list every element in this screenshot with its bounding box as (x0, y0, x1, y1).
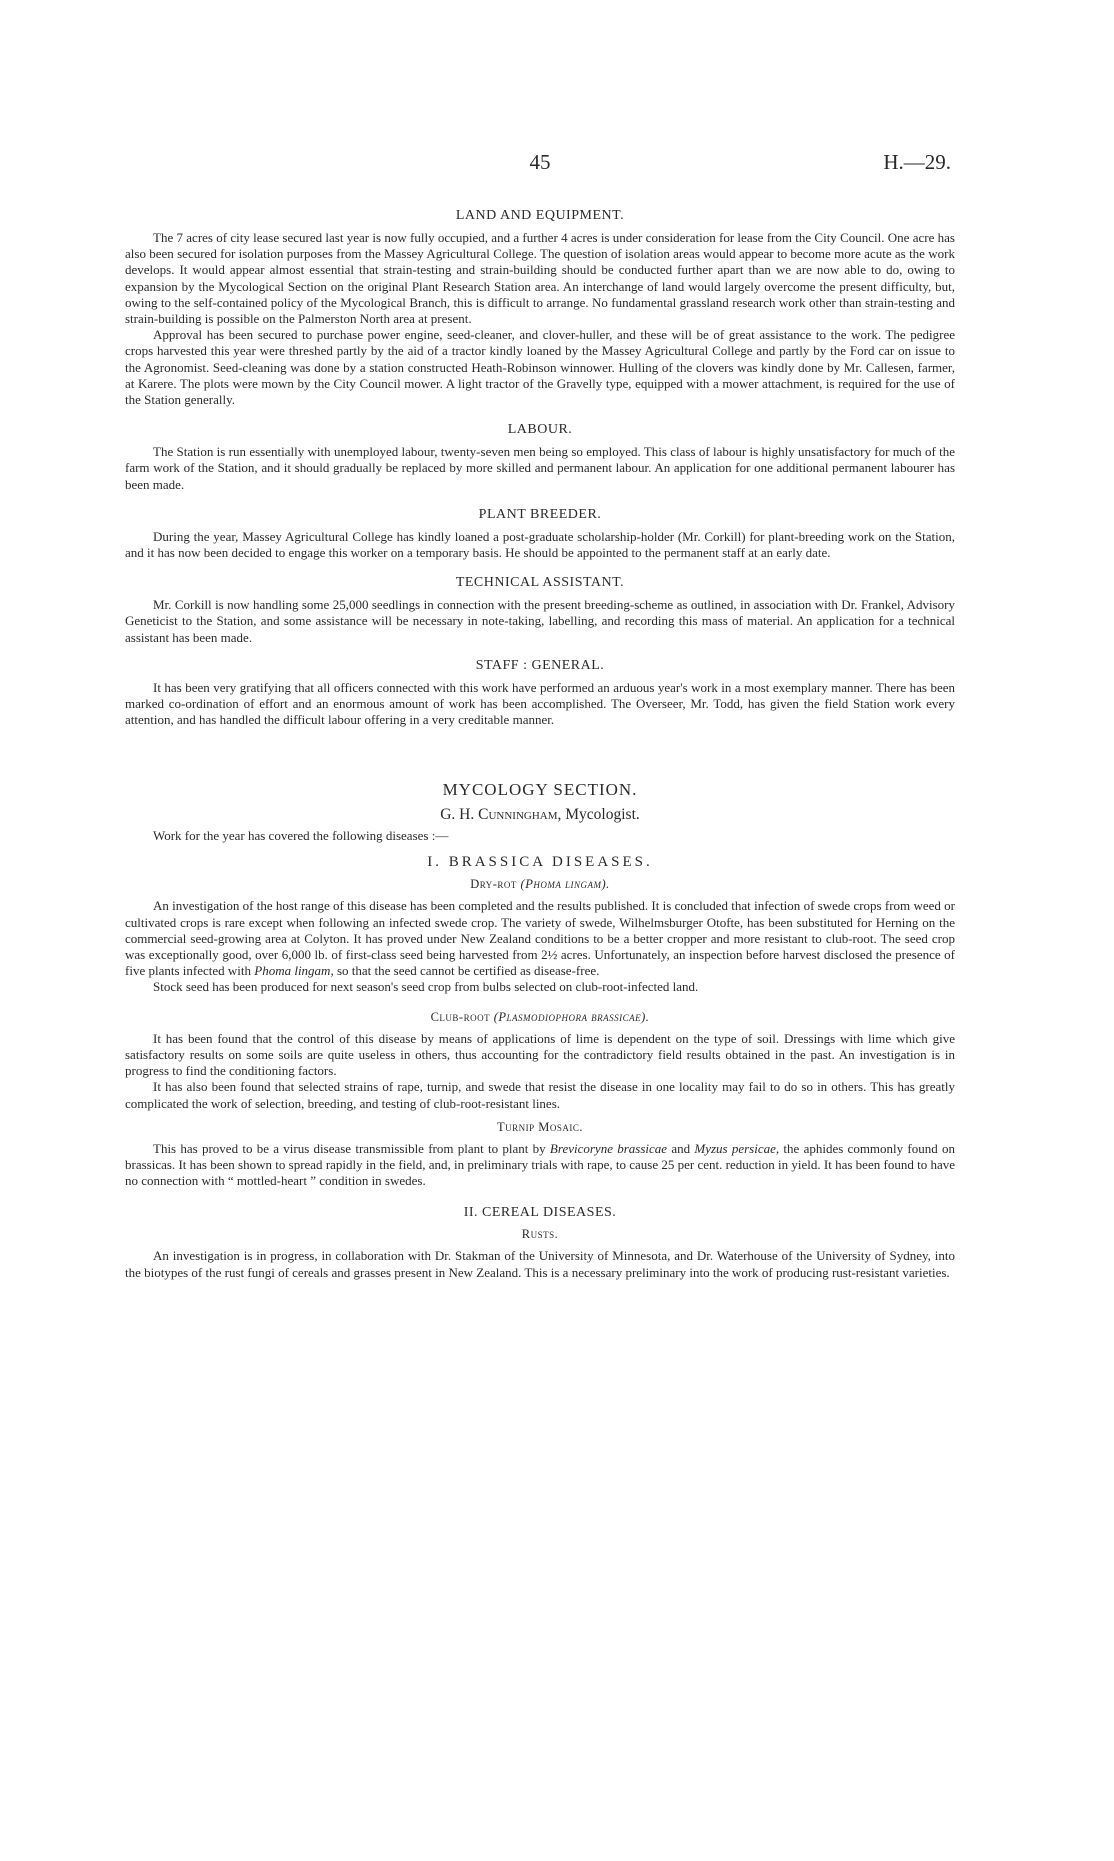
section-title-technical-assistant: TECHNICAL ASSISTANT. (455, 575, 625, 591)
section-title-staff: STAFF : GENERAL. (475, 657, 605, 673)
section-title-mycology: MYCOLOGY SECTION. (442, 780, 638, 800)
document-page (125, 150, 955, 1281)
document-reference: H.—29. (883, 150, 951, 174)
paragraph-land-2: Approval has been secured to purchase power engine, seed-cleaner, and clover-huller, and these will be of great assistance to the work. The pedigree crops harvested this year were threshed partly by the aid of a tractor kindly loaned by the Massey Agricultural College and partly by the Ford car on issue to the Agronomist. Seed-cleaning was done by a station constructed Heath-Robinson winnower. Hulling of the clovers was kindly done by Mr. Callesen, farmer, at Karere. The plots were mown by the City Council mower. A light tractor of the Gravelly type, equipped with a mower attachment, is required for the use of the Station generally. (125, 327, 955, 408)
paragraph-land-1: The 7 acres of city lease secured last year is now fully occupied, and a further 4 acres is under consideration for lease from the City Council. One acre has also been secured for isolation purposes from the Massey Agricultural College. The question of isolation areas would appear to become more acute as the work develops. It would appear almost essential that strain-testing and strain-building should be conducted further apart than we are now able to do, owing to expansion by the Mycological Section on the original Plant Research Station area. An interchange of land would largely overcome the present difficulty, but, owing to the self-contained policy of the Mycological Branch, this is difficult to arrange. No fundamental grassland research work other than strain-testing and strain-building is possible on the Palmerston North area at present. (125, 230, 955, 327)
paragraph-club-root-1: It has been found that the control of this disease by means of applications of lime is dependent on the type of soil. Dressings with lime which give satisfactory results on some soils are quite useless in others, thus accounting for the contradictory field results obtained in the past. An investigation is in progress to find the conditioning factors. (125, 1030, 955, 1079)
section-title-plant-breeder: PLANT BREEDER. (478, 506, 602, 522)
dry-rot-label: Dry-rot (470, 877, 517, 892)
paragraph-technical-1: Mr. Corkill is now handling some 25,000 seedlings in connection with the present breeding-scheme as outlined, in association with Dr. Frankel, Advisory Geneticist to the Station, and some assistance will be necessary in note-taking, labelling, and recording this mass of material. An application for a technical assistant has been made. (125, 597, 955, 645)
paragraph-turnip-mosaic-1: This has proved to be a virus disease transmissible from plant to plant by Brevicoryne brassicae and Myzus persicae, the aphides commonly found on brassicas. It has been shown to spread rapidly in the field, and, in preliminary trials with rape, to cause 25 per cent. reduction in yield. It has been found to have no connection with “ mottled-heart ” condition in swedes. (125, 1140, 956, 1189)
author-byline (125, 806, 955, 824)
paragraph-rusts-1: An investigation is in progress, in collaboration with Dr. Stakman of the University of Minnesota, and Dr. Waterhouse of the University of Sydney, into the biotypes of the rust fungi of cereals and grasses present in New Zealand. This is a necessary preliminary into the work of producing rust-resistant varieties. (125, 1248, 955, 1280)
paragraph-plant-breeder-1: During the year, Massey Agricultural College has kindly loaned a post-graduate scholarship-holder (Mr. Corkill) for plant-breeding work on the Station, and it has now been decided to engage this worker on a temporary basis. He should be appointed to the permanent staff at an early date. (125, 528, 955, 561)
paragraph-club-root-2: It has also been found that selected strains of rape, turnip, and swede that resist the disease in one locality may fail to do so in others. This has greatly complicated the work of selection, breeding, and testing of club-root-resistant lines. (125, 1079, 955, 1111)
subheading-rusts: Rusts. (521, 1227, 559, 1242)
subheading-dry-rot (125, 877, 955, 892)
author-name: G. H. Cunningham, (440, 806, 562, 824)
dry-rot-species: (Phoma lingam). (520, 877, 610, 892)
subheading-club-root (125, 1010, 955, 1025)
paragraph-dry-rot-1: An investigation of the host range of this disease has been completed and the results published. It is concluded that infection of swede crops from weed or cultivated crops is rare except when following an infected swede crop. The variety of swede, Wilhelmsburger Otofte, has been substituted for Herning on the commercial seed-growing area at Colyton. It has proved under New Zealand conditions to be a better cropper and more resistant to club-root. The seed crop was exceptionally good, over 6,000 lb. of first-class seed being harvested from 2½ acres. Unfortunately, an inspection before harvest disclosed the presence of five plants infected with Phoma lingam, so that the seed cannot be certified as disease-free. (125, 898, 955, 979)
page-header (125, 150, 955, 190)
section-title-land: LAND AND EQUIPMENT. (455, 208, 625, 223)
heading-brassica-diseases: I. BRASSICA DISEASES. (427, 854, 653, 871)
club-root-species: (Plasmodiophora brassicae). (493, 1009, 650, 1024)
section-title-labour: LABOUR. (507, 422, 573, 438)
subheading-turnip-mosaic: Turnip Mosaic. (496, 1119, 583, 1134)
mycology-intro: Work for the year has covered the following diseases :— (153, 828, 449, 844)
paragraph-dry-rot-2: Stock seed has been produced for next season's seed crop from bulbs selected on club-root-infected land. (153, 979, 699, 995)
heading-cereal-diseases: II. CEREAL DISEASES. (463, 1205, 617, 1221)
club-root-label: Club-root (430, 1009, 491, 1024)
paragraph-staff-1: It has been very gratifying that all officers connected with this work have performed an arduous year's work in a most exemplary manner. There has been marked co-ordination of effort and an enormous amount of work has been accomplished. The Overseer, Mr. Todd, has given the field Station work every attention, and has handled the difficult labour offering in a very creditable manner. (125, 679, 955, 728)
paragraph-labour-1: The Station is run essentially with unemployed labour, twenty-seven men being so employed. This class of labour is highly unsatisfactory for much of the farm work of the Station, and it should gradually be replaced by more skilled and permanent labour. An application for one additional permanent labourer has been made. (125, 444, 955, 492)
page-number: 45 (529, 150, 551, 174)
author-role: Mycologist. (565, 806, 640, 824)
